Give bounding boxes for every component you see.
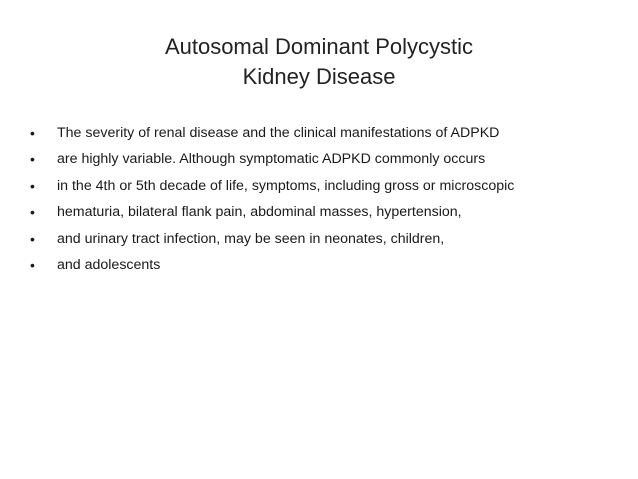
bullet-text: The severity of renal disease and the clinical manifestations of ADPKD	[57, 125, 500, 141]
slide-title	[0, 32, 638, 92]
bullet-text: in the 4th or 5th decade of life, symptoms, including gross or microscopic	[57, 177, 515, 194]
bullet-text: hematuria, bilateral flank pain, abdominal masses, hypertension,	[57, 204, 462, 221]
bullet-icon: •	[30, 204, 35, 221]
bullet-icon: •	[30, 177, 35, 194]
bullet-item	[30, 173, 630, 199]
title-line-2: Kidney Disease	[242, 64, 396, 89]
bullet-item	[30, 226, 630, 252]
bullet-icon: •	[30, 151, 35, 168]
bullet-item	[30, 146, 630, 172]
bullet-icon: •	[30, 256, 35, 273]
bullet-text: are highly variable. Although symptomatic ADPKD commonly occurs	[57, 151, 486, 168]
bullet-icon: •	[30, 125, 35, 141]
bullet-item	[30, 120, 630, 146]
bullet-text: and urinary tract infection, may be seen in neonates, children,	[57, 230, 445, 247]
bullet-text: and adolescents	[57, 256, 161, 273]
bullet-item	[30, 252, 630, 278]
bullet-item	[30, 199, 630, 225]
title-line-1: Autosomal Dominant Polycystic	[164, 34, 474, 59]
bullet-icon: •	[30, 230, 35, 247]
bullet-list	[30, 120, 630, 278]
